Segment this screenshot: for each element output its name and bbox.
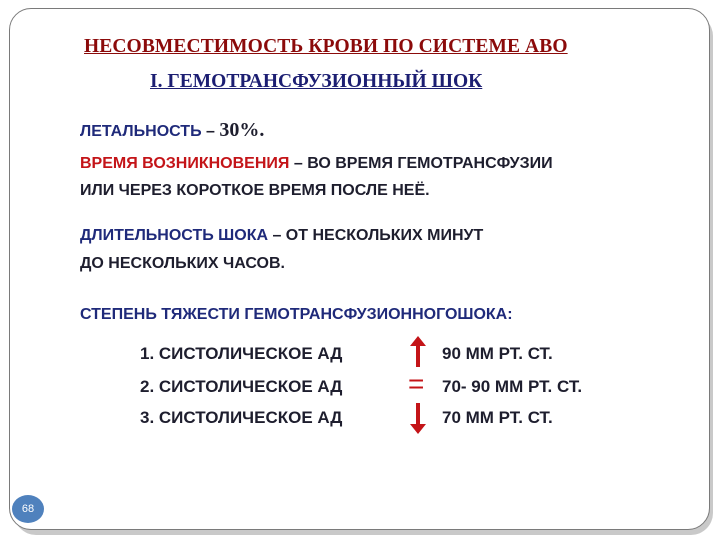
onset-text-1: – ВО ВРЕМЯ ГЕМОТРАНСФУЗИИ xyxy=(289,155,553,172)
severity-row-3-label: 3. СИСТОЛИЧЕСКОЕ АД xyxy=(140,408,343,427)
duration-text-1: – ОТ НЕСКОЛЬКИХ МИНУТ xyxy=(268,227,484,244)
lethality-value: 30%. xyxy=(219,119,265,141)
severity-row-2-value: 70- 90 ММ РТ. СТ. xyxy=(442,377,583,396)
severity-row-2-label: 2. СИСТОЛИЧЕСКОЕ АД xyxy=(140,377,343,396)
slide-title: НЕСОВМЕСТИМОСТЬ КРОВИ ПО СИСТЕМЕ АВО xyxy=(84,36,568,57)
onset-line-2: ИЛИ ЧЕРЕЗ КОРОТКОЕ ВРЕМЯ ПОСЛЕ НЕЁ. xyxy=(80,182,430,199)
severity-heading: СТЕПЕНЬ ТЯЖЕСТИ ГЕМОТРАНСФУЗИОННОГОШОКА: xyxy=(80,306,513,323)
duration-label: ДЛИТЕЛЬНОСТЬ ШОКА xyxy=(80,227,269,244)
arrow-down-icon xyxy=(409,403,427,435)
severity-row-1-value: 90 ММ РТ. СТ. xyxy=(442,344,553,363)
lethality-line xyxy=(80,119,264,142)
onset-label: ВРЕМЯ ВОЗНИКНОВЕНИЯ xyxy=(80,155,290,172)
page-number-badge: 68 xyxy=(12,495,44,523)
slide-subtitle: I. ГЕМОТРАНСФУЗИОННЫЙ ШОК xyxy=(150,71,483,92)
duration-line-1 xyxy=(80,227,483,245)
arrow-up-icon xyxy=(409,336,427,368)
lethality-label: ЛЕТАЛЬНОСТЬ xyxy=(80,123,202,140)
lethality-dash: – xyxy=(201,123,220,140)
onset-line-1 xyxy=(80,155,553,173)
equals-icon: = xyxy=(408,368,425,399)
severity-row-3-value: 70 ММ РТ. СТ. xyxy=(442,408,553,427)
duration-line-2: ДО НЕСКОЛЬКИХ ЧАСОВ. xyxy=(80,255,285,272)
severity-row-1-label: 1. СИСТОЛИЧЕСКОЕ АД xyxy=(140,344,343,363)
